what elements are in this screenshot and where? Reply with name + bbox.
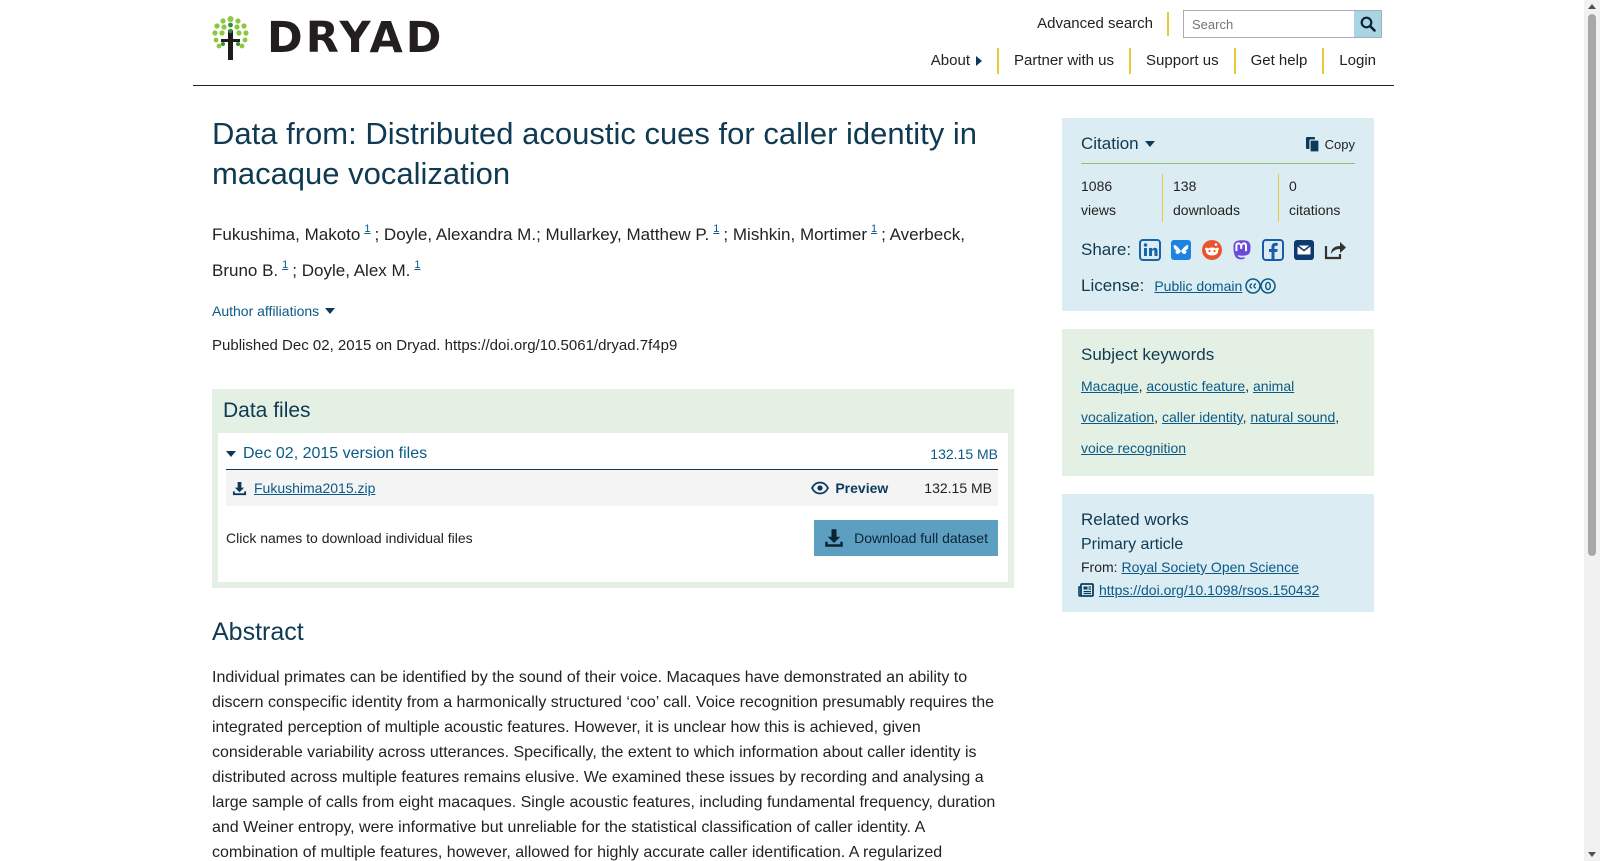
eye-icon (811, 481, 829, 495)
data-files-panel (212, 389, 1014, 588)
metric-views (1081, 174, 1162, 222)
author-name[interactable]: Fukushima, Makoto (212, 225, 361, 244)
dryad-logo[interactable] (212, 12, 445, 63)
data-files-heading: Data files (223, 399, 311, 422)
license-link[interactable]: Public domain (1154, 278, 1243, 294)
file-size: 132.15 MB (924, 480, 992, 496)
cc-zero-icon (1245, 278, 1277, 294)
site-header (193, 0, 1394, 86)
version-toggle[interactable] (226, 445, 427, 463)
author-name[interactable]: Doyle, Alexandra M. (383, 225, 537, 244)
download-row (226, 520, 998, 556)
nav-about[interactable] (916, 48, 997, 74)
license-row (1081, 276, 1355, 299)
search-input[interactable] (1184, 11, 1354, 37)
share-icon[interactable] (1323, 238, 1347, 262)
download-icon (824, 528, 844, 548)
scroll-down-arrow[interactable] (1588, 852, 1596, 857)
related-doi (1078, 582, 1355, 600)
file-row (226, 470, 998, 506)
linkedin-icon[interactable] (1139, 238, 1162, 262)
metric-downloads (1162, 174, 1278, 222)
metrics (1081, 164, 1355, 222)
author-list: Fukushima, Makoto $^1$ ; Doyle, Alexandra M.; Mullarkey, Matthew P. $^1$ ; Mishkin, Mortimer $^1$ ; Averbeck, Bruno B. $^1$ ; Doyle, Alex M. $^1$ (212, 223, 965, 280)
affiliation-ref[interactable]: 1 (282, 259, 289, 271)
share-label: Share: (1081, 240, 1132, 259)
email-icon[interactable] (1292, 238, 1315, 262)
from-label: From: (1081, 559, 1118, 575)
download-hint: Click names to download individual files (226, 530, 473, 546)
dataset-title: Data from: Distributed acoustic cues for caller identity in macaque vocalization (212, 116, 977, 191)
primary-article-label: Primary article (1081, 536, 1184, 553)
top-utilities (1037, 10, 1382, 38)
copy-label: Copy (1324, 136, 1355, 152)
author-name[interactable]: Averbeck, Bruno B. (212, 225, 965, 280)
download-full-dataset-label: Download full dataset (854, 530, 988, 546)
reddit-icon[interactable] (1200, 238, 1223, 262)
affiliation-ref[interactable]: 1 (713, 223, 720, 235)
metric-citations-value: 0 (1289, 178, 1297, 194)
affiliation-ref[interactable]: 1 (414, 259, 421, 271)
caret-down-icon (226, 451, 236, 457)
keyword-link[interactable]: Macaque (1081, 378, 1139, 394)
scrollbar-thumb[interactable] (1588, 14, 1596, 556)
nav-login[interactable] (1322, 48, 1376, 74)
search-icon (1360, 16, 1376, 32)
metric-downloads-value: 138 (1173, 178, 1197, 194)
page (193, 0, 1394, 861)
related-works-card (1062, 494, 1374, 612)
citation-header (1081, 130, 1355, 164)
download-full-dataset-button[interactable] (814, 520, 998, 556)
author-affiliations-toggle[interactable] (212, 303, 1014, 319)
caret-right-icon (976, 56, 982, 66)
keyword-link[interactable]: acoustic feature (1146, 378, 1246, 394)
copy-citation-button[interactable] (1305, 136, 1355, 153)
affiliation-ref[interactable]: 1 (364, 223, 371, 235)
preview-label: Preview (835, 480, 889, 496)
author-affiliations-label: Author affiliations (212, 303, 320, 319)
bluesky-icon[interactable] (1170, 238, 1193, 262)
version-row[interactable] (226, 445, 998, 470)
citation-card (1062, 118, 1374, 311)
nav-help-label: Get help (1250, 52, 1308, 69)
nav-partner-label: Partner with us (1013, 52, 1115, 69)
newspaper-icon (1078, 583, 1094, 597)
nav-about-label: About (930, 52, 970, 69)
nav-partner[interactable] (997, 48, 1129, 74)
caret-down-icon (1145, 141, 1155, 147)
preview-button[interactable] (811, 480, 888, 496)
file-name-link[interactable]: Fukushima2015.zip (254, 480, 376, 496)
keyword-link[interactable]: caller identity (1161, 409, 1243, 425)
keywords-heading: Subject keywords (1081, 345, 1215, 364)
keyword-link[interactable]: natural sound (1250, 409, 1336, 425)
author-name[interactable]: Mullarkey, Matthew P. (545, 225, 710, 244)
doi-link[interactable]: https://doi.org/10.1098/rsos.150432 (1099, 582, 1320, 598)
sidebar (1062, 118, 1374, 630)
published-info: Published Dec 02, 2015 on Dryad. https://doi.org/10.5061/dryad.7f4p9 (212, 337, 678, 354)
metric-citations (1278, 174, 1350, 222)
clipboard-icon (1305, 136, 1320, 153)
search-form (1183, 10, 1382, 38)
nav-help[interactable] (1234, 48, 1323, 74)
version-label: Dec 02, 2015 version files (243, 445, 428, 462)
logo-text: DRYAD (267, 12, 445, 63)
metric-views-label: views (1081, 202, 1117, 218)
advanced-search-link[interactable]: Advanced search (1037, 12, 1169, 36)
author-name[interactable]: Mishkin, Mortimer (732, 225, 867, 244)
page-scrollbar[interactable] (1584, 0, 1600, 861)
metric-citations-label: citations (1289, 202, 1341, 218)
citation-label: Citation (1081, 134, 1139, 153)
caret-down-icon (325, 308, 335, 314)
citation-toggle[interactable] (1081, 134, 1155, 154)
main-nav (916, 48, 1376, 74)
metric-views-value: 1086 (1081, 178, 1113, 194)
subject-keywords-card (1062, 329, 1374, 476)
search-button[interactable] (1354, 11, 1381, 37)
keyword-link[interactable]: voice recognition (1081, 440, 1187, 456)
nav-login-label: Login (1339, 52, 1376, 69)
license-label: License: (1081, 276, 1145, 295)
abstract-heading: Abstract (212, 618, 304, 646)
affiliation-ref[interactable]: 1 (871, 223, 878, 235)
facebook-icon[interactable] (1262, 238, 1285, 262)
related-works-heading: Related works (1081, 510, 1189, 529)
journal-link[interactable]: Royal Society Open Science (1121, 559, 1299, 575)
nav-support[interactable] (1129, 48, 1234, 74)
abstract-text: Individual primates can be identified by the sound of their voice. Macaques have demonstrated an ability to discern conspecific identity from a harmonically structured ‘coo’ call. Voice recognition presumably requires the integrated perception of multiple acoustic features. However, it is unclear how this is achieved, given considerable variability across utterances. Specifically, the extent to which information about caller identity is distributed across multiple features remains elusive. We examined these issues by recording and analysing a large sample of calls from eight macaques. Single acoustic features, including fundamental frequency, duration and Weiner entropy, were informative but unreliable for the statistical classification of caller identity. A combination of multiple features, however, allowed for highly accurate caller identification. A regularized (212, 669, 996, 861)
data-files-body (218, 433, 1008, 582)
version-size: 132.15 MB (930, 446, 998, 462)
related-from (1081, 559, 1355, 575)
nav-support-label: Support us (1146, 52, 1219, 69)
author-name[interactable]: Doyle, Alex M. (301, 261, 411, 280)
keywords-list: Macaque, acoustic feature, animal vocalization, caller identity, natural sound, voice recognition (1081, 378, 1340, 456)
keyword-link[interactable]: animal vocalization (1081, 378, 1295, 425)
mastodon-icon[interactable] (1231, 238, 1254, 262)
tree-logo-icon (212, 16, 249, 60)
scroll-up-arrow[interactable] (1588, 4, 1596, 9)
main-content (212, 114, 1014, 861)
share-row (1081, 238, 1355, 262)
metric-downloads-label: downloads (1173, 202, 1240, 218)
download-icon (232, 481, 247, 496)
